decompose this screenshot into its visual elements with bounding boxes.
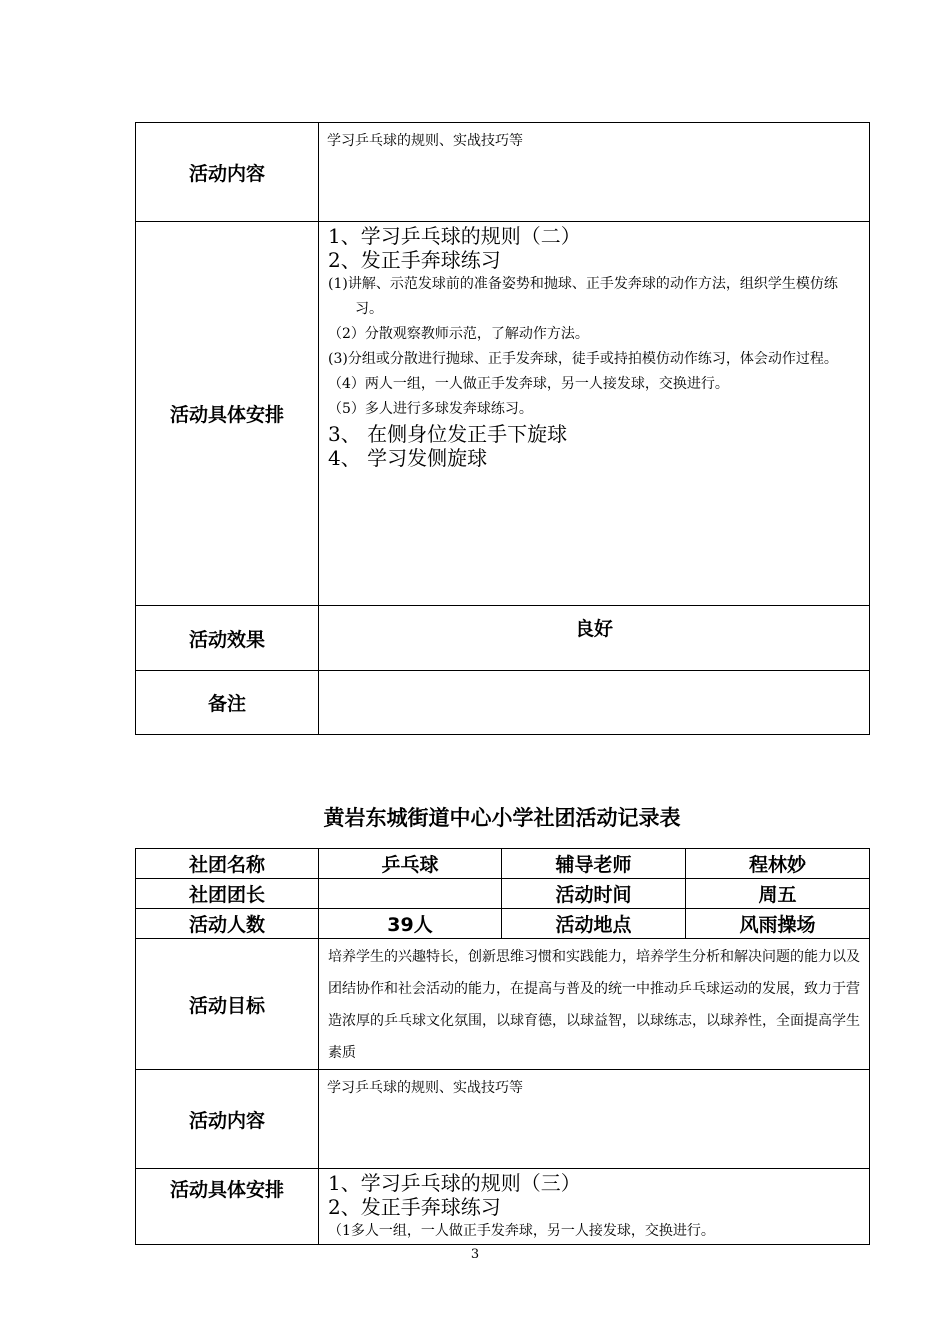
teacher-value: 程林妙 [686,849,870,879]
leader-value [319,879,502,909]
goal-text: 培养学生的兴趣特长，创新思维习惯和实践能力，培养学生分析和解决问题的能力以及团结协作和社会活动的能力，在提高与普及的统一中推动乒乓球运动的发展，致力于营造浓厚的乒乓球文化氛围，以球育德，以球益智，以球练志，以球养性，全面提高学生素质 [319,939,870,1070]
schedule-line-4: 4、 学习发侧旋球 [328,446,488,470]
schedule-label: 活动具体安排 [136,222,319,606]
remark-value [319,671,870,735]
count-label: 活动人数 [136,909,319,939]
content-label: 活动内容 [136,123,319,222]
club-name-label: 社团名称 [136,849,319,879]
remark-label: 备注 [136,671,319,735]
count-value: 39人 [319,909,502,939]
place-label: 活动地点 [502,909,686,939]
content-label-2: 活动内容 [136,1070,319,1169]
goal-label: 活动目标 [136,939,319,1070]
page-number: 3 [470,1247,480,1262]
time-label: 活动时间 [502,879,686,909]
time-value: 周五 [686,879,870,909]
place-value: 风雨操场 [686,909,870,939]
schedule-sub-1: (1)讲解、示范发球前的准备姿势和抛球、正手发奔球的动作方法，组织学生模仿练习。 [328,276,838,317]
leader-label: 社团团长 [136,879,319,909]
activity-table-continued [135,122,870,735]
schedule-line-1: 1、学习乒乓球的规则（二） [328,224,581,248]
schedule-sub-5: （5）多人进行多球发奔球练习。 [328,401,533,417]
schedule2-line-2: 2、发正手奔球练习 [328,1195,501,1219]
schedule-cell-2 [319,1169,870,1245]
club-name-value: 乒乓球 [319,849,502,879]
club-activity-record-table [135,848,870,1245]
schedule-sub-3: (3)分组或分散进行抛球、正手发奔球，徒手或持拍模仿动作练习，体会动作过程。 [328,351,838,367]
schedule2-line-1: 1、学习乒乓球的规则（三） [328,1171,581,1195]
schedule-label-2: 活动具体安排 [136,1169,319,1245]
document-title: 黄岩东城街道中心小学社团活动记录表 [323,806,681,830]
effect-value: 良好 [319,606,870,671]
schedule2-sub-1: （1多人一组，一人做正手发奔球，另一人接发球，交换进行。 [328,1223,715,1239]
teacher-label: 辅导老师 [502,849,686,879]
schedule-line-3: 3、 在侧身位发正手下旋球 [328,422,568,446]
content-text: 学习乒乓球的规则、实战技巧等 [319,123,870,222]
schedule-sub-4: （4）两人一组，一人做正手发奔球，另一人接发球，交换进行。 [328,376,729,392]
content-text-2: 学习乒乓球的规则、实战技巧等 [319,1070,870,1169]
effect-label: 活动效果 [136,606,319,671]
schedule-sub-2: （2）分散观察教师示范，了解动作方法。 [328,326,589,342]
schedule-line-2: 2、发正手奔球练习 [328,248,501,272]
schedule-cell [319,222,870,606]
